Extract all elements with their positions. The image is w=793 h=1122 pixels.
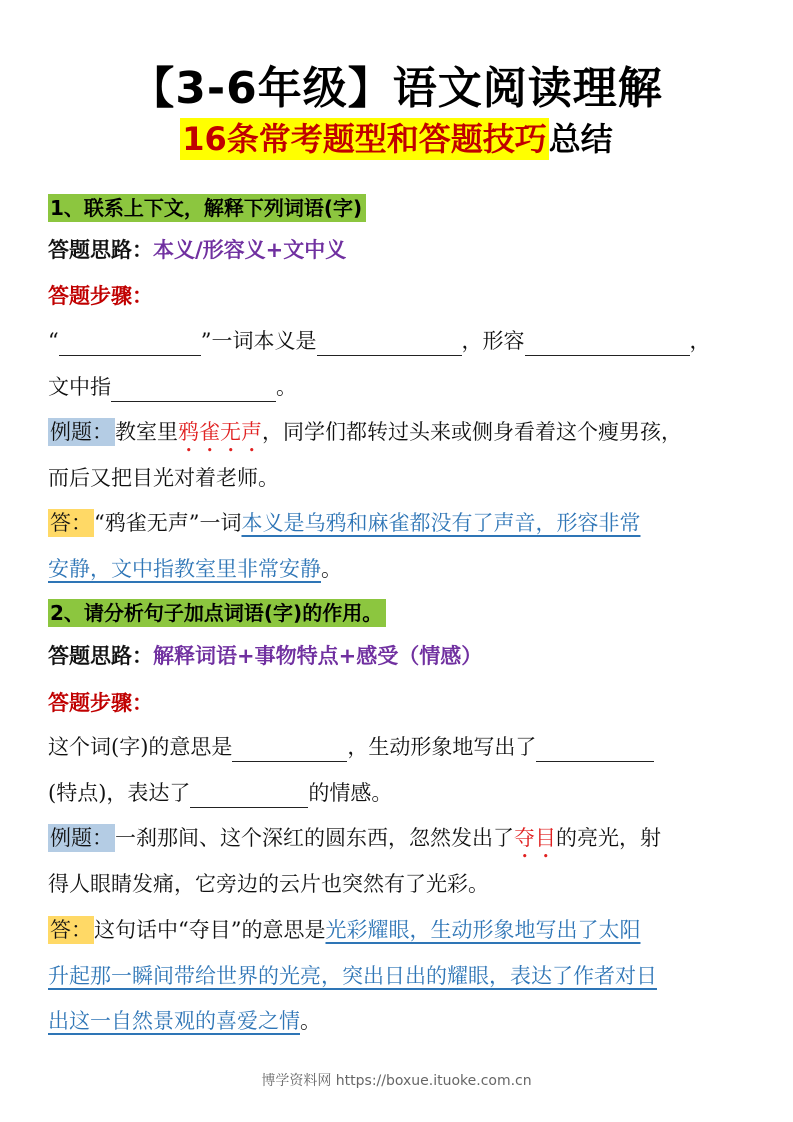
section-2-example-line2: 得人眼睛发痛，它旁边的云片也突然有了光彩。 bbox=[48, 872, 489, 896]
blank-field bbox=[317, 333, 462, 356]
section-1-answer: 答：“鸦雀无声”一词本义是乌鸦和麻雀都没有了声音，形容非常 bbox=[50, 511, 641, 535]
section-2-approach: 答题思路：解释词语+事物特点+感受（情感） bbox=[48, 644, 483, 668]
section-2-template-line1: 这个词(字)的意思是 ，生动形象地写出了 bbox=[48, 732, 654, 762]
section-1-template-line2: 文中指 。 bbox=[48, 372, 297, 402]
footer-watermark: 博学资料网 https://boxue.ituoke.com.cn bbox=[261, 1073, 532, 1089]
section-1-approach: 答题思路：本义/形容义+文中义 bbox=[48, 238, 347, 262]
page-title: 【3-6年级】语文阅读理解 bbox=[130, 63, 663, 114]
section-1-example-line2: 而后又把目光对着老师。 bbox=[48, 466, 279, 490]
blank-field bbox=[536, 739, 654, 762]
dotted-word: 鸦雀无声 bbox=[178, 420, 262, 444]
section-1-template-line1: “ ”一词本义是 ，形容 ， bbox=[48, 326, 711, 356]
blank-field bbox=[111, 379, 276, 402]
section-2-heading: 2、请分析句子加点词语(字)的作用。 bbox=[48, 598, 386, 628]
blank-field bbox=[59, 333, 201, 356]
section-2-steps-label: 答题步骤： bbox=[48, 691, 153, 715]
page-subtitle bbox=[0, 114, 793, 160]
section-1-heading: 1、联系上下文，解释下列词语(字) bbox=[48, 193, 366, 223]
section-1-example: 例题：教室里鸦雀无声，同学们都转过头来或侧身看着这个瘦男孩， bbox=[50, 420, 682, 444]
section-1-answer-line2: 安静，文中指教室里非常安静。 bbox=[48, 557, 342, 581]
section-2-example: 例题：一刹那间、这个深红的圆东西，忽然发出了夺目的亮光，射 bbox=[50, 826, 661, 850]
section-2-template-line2: (特点)，表达了 的情感。 bbox=[48, 778, 392, 808]
section-2-answer: 答：这句话中“夺目”的意思是光彩耀眼，生动形象地写出了太阳 bbox=[50, 918, 641, 942]
section-2-answer-line3: 出这一自然景观的喜爱之情。 bbox=[48, 1009, 321, 1033]
subtitle-rest: 总结 bbox=[548, 120, 613, 158]
section-1-steps-label: 答题步骤： bbox=[48, 284, 153, 308]
blank-field bbox=[525, 333, 690, 356]
blank-field bbox=[190, 785, 308, 808]
section-2-answer-line2: 升起那一瞬间带给世界的光亮，突出日出的耀眼，表达了作者对日 bbox=[48, 964, 657, 988]
blank-field bbox=[232, 739, 347, 762]
subtitle-highlight: 16条常考题型和答题技巧 bbox=[182, 120, 547, 158]
dotted-word: 夺目 bbox=[514, 826, 556, 850]
